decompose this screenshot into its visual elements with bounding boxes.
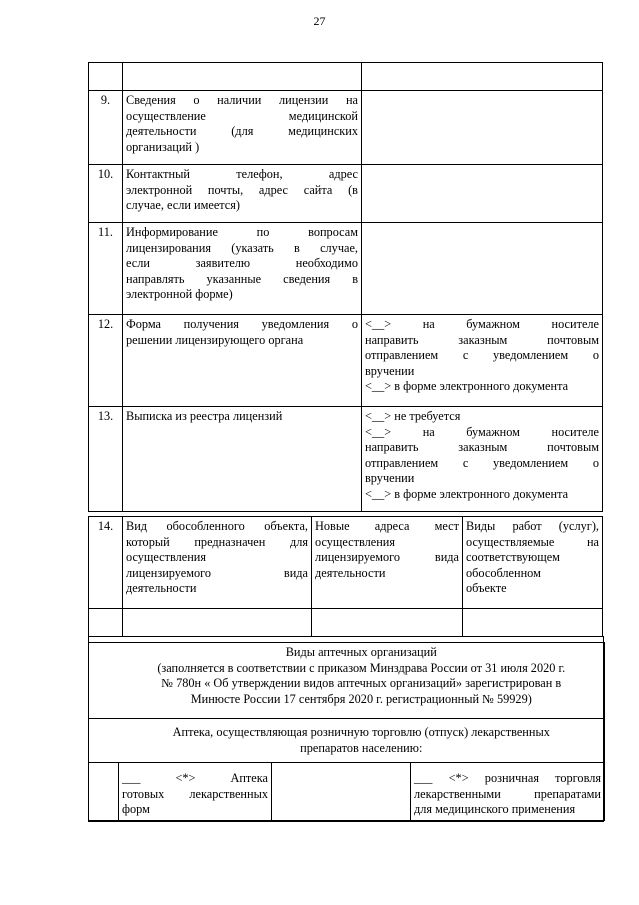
table-row-blank (89, 63, 603, 91)
object-type-header: Вид обособленного объекта, который предназначен для осуществления лицензируемого вида деятельности (123, 517, 312, 609)
pharmacy-title: Виды аптечных организаций (285, 645, 437, 659)
pharmacy-option-ready-forms[interactable]: ___ <*> Аптека готовых лекарственных форм (119, 763, 272, 821)
application-table (88, 62, 603, 512)
pharmacy-types-table (88, 642, 605, 821)
row-value-field[interactable] (362, 63, 603, 91)
row-number: 12. (89, 315, 123, 407)
separate-objects-table (88, 516, 603, 637)
table-row-9 (89, 91, 603, 165)
row-number: 9. (89, 91, 123, 165)
row-value-field[interactable] (362, 165, 603, 223)
table-row-10 (89, 165, 603, 223)
object-type-field[interactable] (123, 609, 312, 637)
row-number: 13. (89, 407, 123, 512)
new-addresses-header: Новые адреса мест осуществления лицензируемого вида деятельности (312, 517, 463, 609)
pharmacy-spacer (89, 643, 119, 719)
row-number (89, 63, 123, 91)
row-value-field[interactable] (362, 223, 603, 315)
row-label: Форма получения уведомления о решении лицензирующего органа (123, 315, 362, 407)
pharmacy-retail-cell: Аптека, осуществляющая розничную торговлю (отпуск) лекарственных препаратов населению: (119, 719, 605, 763)
pharmacy-option-retail-medical[interactable]: ___ <*> розничная торговля лекарственными препаратами для медицинского применения (411, 763, 605, 821)
pharmacy-option-blank[interactable] (272, 763, 411, 821)
table-row-14-entry (89, 609, 603, 637)
row-label: Контактный телефон, адрес электронной почты, адрес сайта (в случае, если имеется) (123, 165, 362, 223)
pharmacy-title-row (89, 643, 605, 719)
works-services-header: Виды работ (услуг), осуществляемые на соответствующем обособленном объекте (463, 517, 603, 609)
table-row-14 (89, 517, 603, 609)
new-addresses-field[interactable] (312, 609, 463, 637)
row-value-options[interactable]: <__> не требуется <__> на бумажном носителе направить заказным почтовым отправлением с уведомлением о вручении <__> в форме электронного документа (362, 407, 603, 512)
row-number: 10. (89, 165, 123, 223)
table-row-12 (89, 315, 603, 407)
pharmacy-spacer (89, 763, 119, 821)
row-label: Сведения о наличии лицензии на осуществление медицинской деятельности (для медицинских организаций ) (123, 91, 362, 165)
row-number (89, 609, 123, 637)
row-number: 14. (89, 517, 123, 609)
row-number: 11. (89, 223, 123, 315)
table-row-13 (89, 407, 603, 512)
row-value-field[interactable] (362, 91, 603, 165)
page-number: 27 (313, 14, 326, 28)
pharmacy-retail-row (89, 719, 605, 763)
row-label: Выписка из реестра лицензий (123, 407, 362, 512)
row-label (123, 63, 362, 91)
pharmacy-title-cell: Виды аптечных организаций (заполняется в соответствии с приказом Минздрава России от 31 июля 2020 г. № 780н « Об утверждении видов аптечных организаций» зарегистрирован в Минюсте России 17 сентября 2020 г. регистрационный № 59929) (119, 643, 605, 719)
pharmacy-spacer (89, 719, 119, 763)
table-row-11 (89, 223, 603, 315)
works-services-field[interactable] (463, 609, 603, 637)
row-value-options[interactable]: <__> на бумажном носителе направить заказным почтовым отправлением с уведомлением о вручении <__> в форме электронного документа (362, 315, 603, 407)
pharmacy-options-row (89, 763, 605, 821)
row-label: Информирование по вопросам лицензирования (указать в случае, если заявителю необходимо направлять указанные сведения в электронной форме) (123, 223, 362, 315)
